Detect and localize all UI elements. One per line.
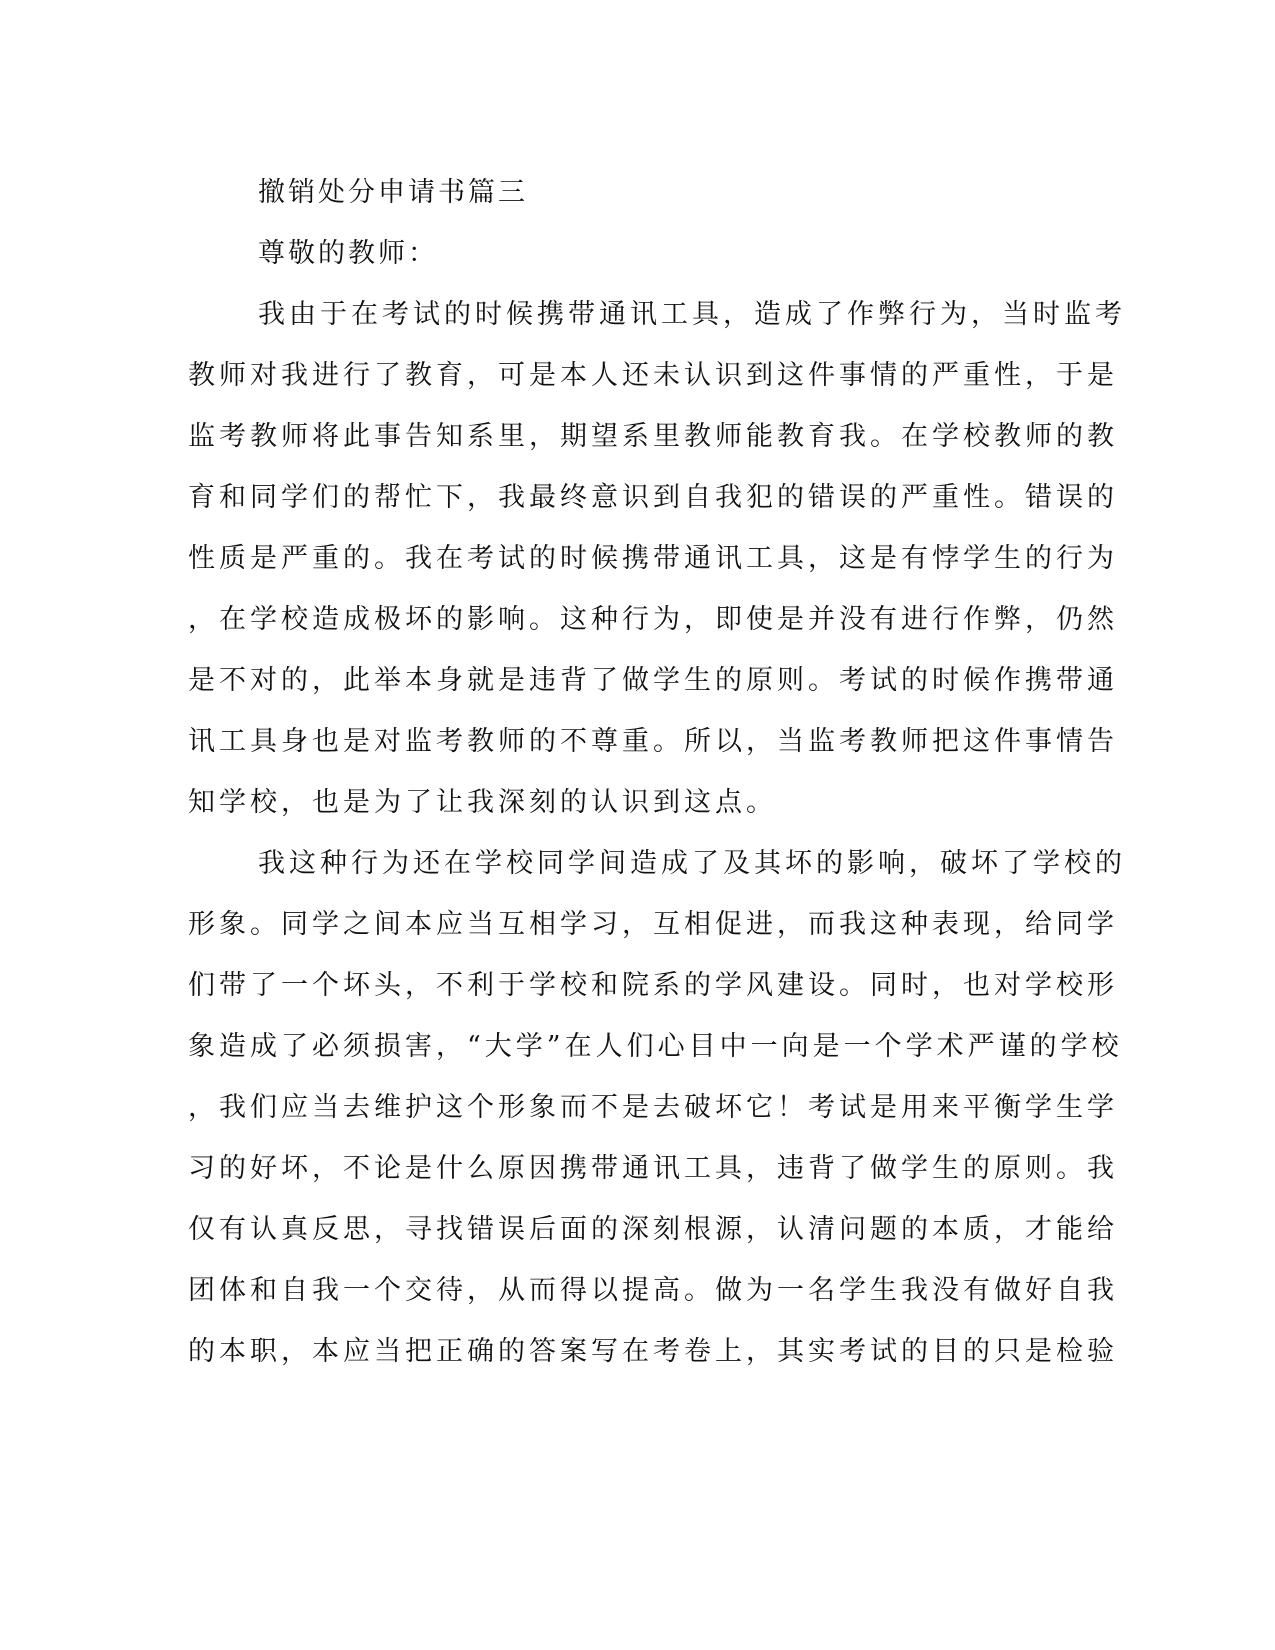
paragraph-line: 我这种行为还在学校同学间造成了及其坏的影响，破坏了学校的 xyxy=(258,848,1126,879)
paragraph-line: ，我们应当去维护这个形象而不是去破坏它！考试是用来平衡学生学 xyxy=(188,1092,1118,1123)
paragraph-line: 仅有认真反思，寻找错误后面的深刻根源，认清问题的本质，才能给 xyxy=(188,1214,1118,1245)
paragraph-line: ，在学校造成极坏的影响。这种行为，即使是并没有进行作弊，仍然 xyxy=(188,604,1118,635)
paragraph-line: 形象。同学之间本应当互相学习，互相促进，而我这种表现，给同学 xyxy=(188,909,1118,940)
paragraph-line: 是不对的，此举本身就是违背了做学生的原则。考试的时候作携带通 xyxy=(188,665,1118,696)
paragraph-line: 的本职，本应当把正确的答案写在考卷上，其实考试的目的只是检验 xyxy=(188,1336,1118,1367)
paragraph-line: 监考教师将此事告知系里，期望系里教师能教育我。在学校教师的教 xyxy=(188,421,1118,452)
paragraph-line: 习的好坏，不论是什么原因携带通讯工具，违背了做学生的原则。我 xyxy=(188,1153,1118,1184)
paragraph-line: 知学校，也是为了让我深刻的认识到这点。 xyxy=(188,787,777,818)
paragraph-line: 象造成了必须损害，“大学”在人们心目中一向是一个学术严谨的学校 xyxy=(188,1031,1123,1062)
paragraph-line: 讯工具身也是对监考教师的不尊重。所以，当监考教师把这件事情告 xyxy=(188,726,1118,757)
paragraph-line: 我由于在考试的时候携带通讯工具，造成了作弊行为，当时监考 xyxy=(258,299,1126,330)
paragraph-line: 教师对我进行了教育，可是本人还未认识到这件事情的严重性，于是 xyxy=(188,360,1118,391)
salutation: 尊敬的教师： xyxy=(258,238,438,269)
paragraph-1 xyxy=(188,284,1126,833)
paragraph-line: 团体和自我一个交待，从而得以提高。做为一名学生我没有做好自我 xyxy=(188,1275,1118,1306)
paragraph-2 xyxy=(188,833,1126,1382)
paragraph-line: 们带了一个坏头，不利于学校和院系的学风建设。同时，也对学校形 xyxy=(188,970,1118,1001)
document-body xyxy=(188,162,1126,1382)
document-title: 撤销处分申请书篇三 xyxy=(258,177,528,208)
paragraph-line: 性质是严重的。我在考试的时候携带通讯工具，这是有悖学生的行为 xyxy=(188,543,1118,574)
paragraph-line: 育和同学们的帮忙下，我最终意识到自我犯的错误的严重性。错误的 xyxy=(188,482,1118,513)
